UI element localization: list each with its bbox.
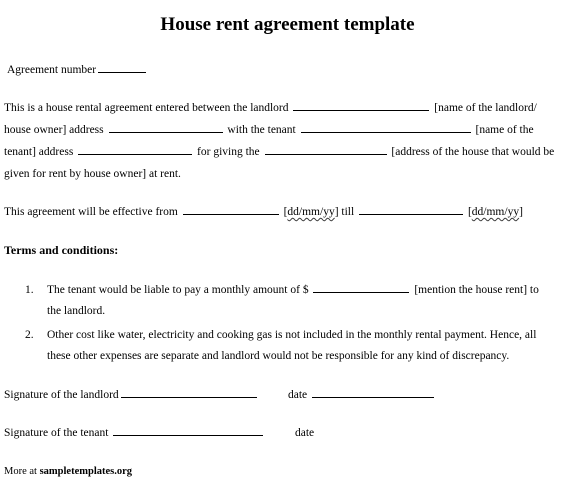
date-format-start: dd/mm/yy [287,206,335,218]
agreement-number-label: Agreement number [7,64,97,76]
effective-text: ] till [334,206,355,218]
term-text: The tenant would be liable to pay a monthly amount of $ [47,284,309,296]
intro-text: This is a house rental agreement entered between the landlord [4,102,289,114]
rent-amount-blank [313,280,409,293]
landlord-date-row [288,385,436,405]
bracket: [ [467,206,472,218]
intro-text: [name of the [475,124,534,136]
terms-heading: Terms and conditions: [4,243,119,257]
agreement-number-row [7,60,148,80]
tenant-signature-label: Signature of the tenant [4,427,109,439]
footer-prefix: More at [4,466,40,477]
intro-line-1 [4,98,537,118]
term-text: Other cost like water, electricity and cooking gas is not included in the monthly rental payment. Hence, all [47,329,537,341]
term-2-line-1 [25,325,536,345]
intro-text: for giving the [197,146,260,158]
intro-text: with the tenant [227,124,296,136]
intro-text: house owner] address [4,124,104,136]
document-title: House rent agreement template [160,14,415,35]
landlord-name-blank [293,98,429,111]
start-date-blank [183,202,279,215]
intro-line-2 [4,120,534,140]
landlord-date-blank [312,385,434,398]
tenant-date-label: date [295,427,315,439]
house-address-blank [265,142,387,155]
term-text: [mention the house rent] to [414,284,539,296]
date-format-end: dd/mm/yy [471,206,520,218]
footer [4,462,132,482]
landlord-address-blank [109,120,223,133]
tenant-signature-row [4,423,265,443]
agreement-number-blank [98,60,146,73]
term-number: 1. [25,284,34,296]
tenant-signature-blank [113,423,263,436]
bracket: [ [283,206,288,218]
intro-text: [address of the house that would be [391,146,555,158]
landlord-signature-label: Signature of the landlord [4,389,119,401]
intro-text: tenant] address [4,146,74,158]
effective-text: This agreement will be effective from [4,206,178,218]
tenant-name-blank [301,120,471,133]
intro-text: given for rent by house owner] at rent. [4,168,181,180]
landlord-signature-blank [121,385,257,398]
term-1-line-1 [25,280,539,300]
landlord-date-label: date [288,389,308,401]
term-1-line-2: the landlord. [47,305,106,317]
tenant-address-blank [78,142,192,155]
intro-text: [name of the landlord/ [434,102,537,114]
effective-date-row [4,202,523,222]
footer-site-link[interactable]: sampletemplates.org [39,466,133,477]
term-2-line-2: these other expenses are separate and landlord would not be responsible for any kind of discrepancy. [47,350,510,362]
end-date-blank [359,202,463,215]
landlord-signature-row [4,385,259,405]
intro-line-3 [4,142,554,162]
bracket: ] [519,206,523,218]
intro-line-4 [4,164,181,184]
term-number: 2. [25,329,34,341]
